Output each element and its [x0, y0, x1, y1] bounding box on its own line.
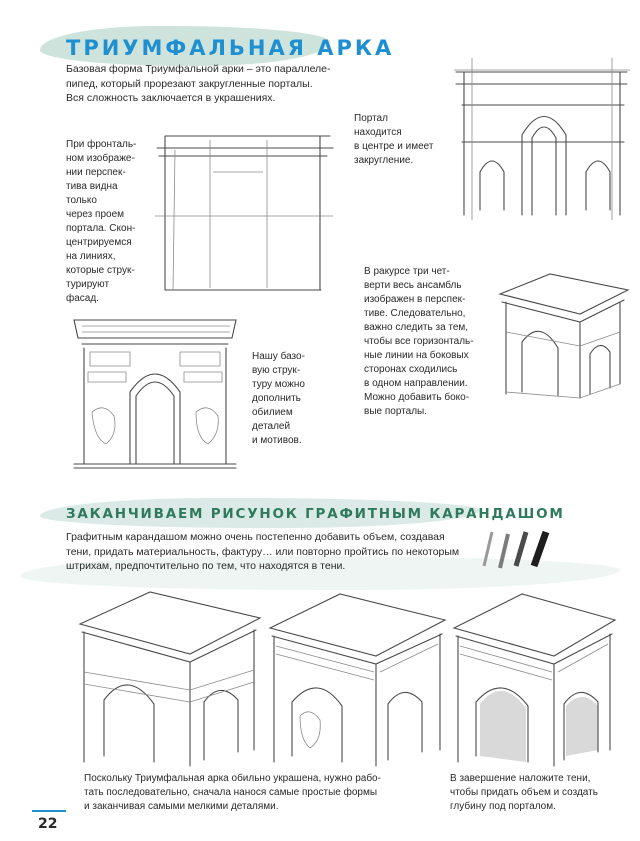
- note-line: деталей: [252, 421, 291, 432]
- drawing-detailed: [270, 594, 445, 766]
- note-line: чтобы все горизонталь-: [364, 336, 474, 347]
- note-line: сторонах сходились: [364, 364, 458, 375]
- note-frontal-view: [66, 138, 156, 306]
- drawing-outline: [80, 592, 260, 766]
- note-line: верти весь ансамбль: [364, 280, 462, 291]
- caption-line: чтобы придать объем и создать: [450, 787, 598, 798]
- note-line: и мотивов.: [252, 435, 302, 446]
- note-line: в одном направлении.: [364, 378, 468, 389]
- page-number-rule: [32, 810, 66, 812]
- intro-line: Графитным карандашом можно очень постепенно добавить объем, создавая: [66, 531, 445, 543]
- section-subtitle: ЗАКАНЧИВАЕМ РИСУНОК ГРАФИТНЫМ КАРАНДАШОМ: [66, 506, 565, 522]
- intro-line: Вся сложность заключается в украшениях.: [66, 92, 276, 104]
- note-line: дополнить: [252, 393, 301, 404]
- note-line: важно следить за тем,: [364, 322, 469, 333]
- note-perspective: [364, 265, 494, 419]
- caption-line: глубину под порталом.: [450, 801, 556, 812]
- note-line: обилием: [252, 407, 293, 418]
- intro-line: Базовая форма Триумфальной арки – это параллеле-: [66, 63, 331, 75]
- intro-paragraph: [66, 62, 366, 106]
- note-line: турируют: [66, 279, 110, 290]
- drawing-shaded: [454, 594, 615, 766]
- note-portal: [354, 112, 454, 168]
- note-line: При фронталь-: [66, 139, 137, 150]
- note-line: ные линии на боковых: [364, 350, 469, 361]
- sketch-arch-portals: [452, 50, 632, 220]
- caption-progressive-work: [84, 772, 414, 814]
- intro-line: пипед, который прорезают закругленные порталы.: [66, 77, 313, 90]
- note-line: только: [66, 195, 97, 206]
- caption-line: В завершение наложите тени,: [450, 773, 591, 784]
- caption-line: Поскольку Триумфальная арка обильно украшена, нужно рабо-: [84, 773, 381, 784]
- note-line: вую струк-: [252, 365, 301, 376]
- note-line: находится: [354, 127, 402, 138]
- sketch-perspective: [492, 262, 632, 402]
- note-line: через проем: [66, 209, 125, 220]
- note-line: тива видна: [66, 181, 118, 192]
- caption-line: и заканчивая самыми мелкими деталями.: [84, 801, 279, 812]
- intro-line: тени, придать материальность, фактуру… или повторно пройтись по некоторым: [66, 545, 460, 558]
- note-line: которые струк-: [66, 265, 135, 276]
- intro-line: штрихам, предпочтительно по тем, что находятся в тени.: [66, 560, 346, 572]
- caption-shading: [450, 772, 625, 814]
- note-line: туру можно: [252, 379, 305, 390]
- note-line: фасад.: [66, 293, 99, 304]
- note-line: на линиях,: [66, 251, 116, 262]
- note-line: вые порталы.: [364, 406, 427, 417]
- pencil-swatch-icon: [470, 526, 580, 576]
- sketch-progression: [70, 584, 620, 770]
- note-details: [252, 350, 322, 448]
- note-line: портала. Скон-: [66, 223, 136, 234]
- caption-line: тать последовательно, сначала нанося самые простые формы: [84, 787, 378, 798]
- note-line: тиве. Следовательно,: [364, 308, 466, 319]
- note-line: В ракурсе три чет-: [364, 266, 450, 277]
- section-title: ТРИУМФАЛЬНАЯ АРКА: [66, 36, 395, 60]
- page-number: 22: [38, 816, 58, 832]
- note-line: изображен в перспек-: [364, 294, 466, 305]
- note-line: в центре и имеет: [354, 141, 434, 152]
- note-line: Портал: [354, 113, 388, 124]
- sketch-basic-box: [145, 130, 335, 295]
- note-line: нии перспек-: [66, 167, 126, 178]
- note-line: закругление.: [354, 155, 414, 166]
- note-line: центрируемся: [66, 237, 132, 248]
- note-line: Нашу базо-: [252, 351, 305, 362]
- sketch-detailed-frontal: [70, 316, 240, 472]
- section2-intro: [66, 530, 466, 574]
- note-line: ном изображе-: [66, 153, 135, 164]
- note-line: Можно добавить боко-: [364, 392, 470, 403]
